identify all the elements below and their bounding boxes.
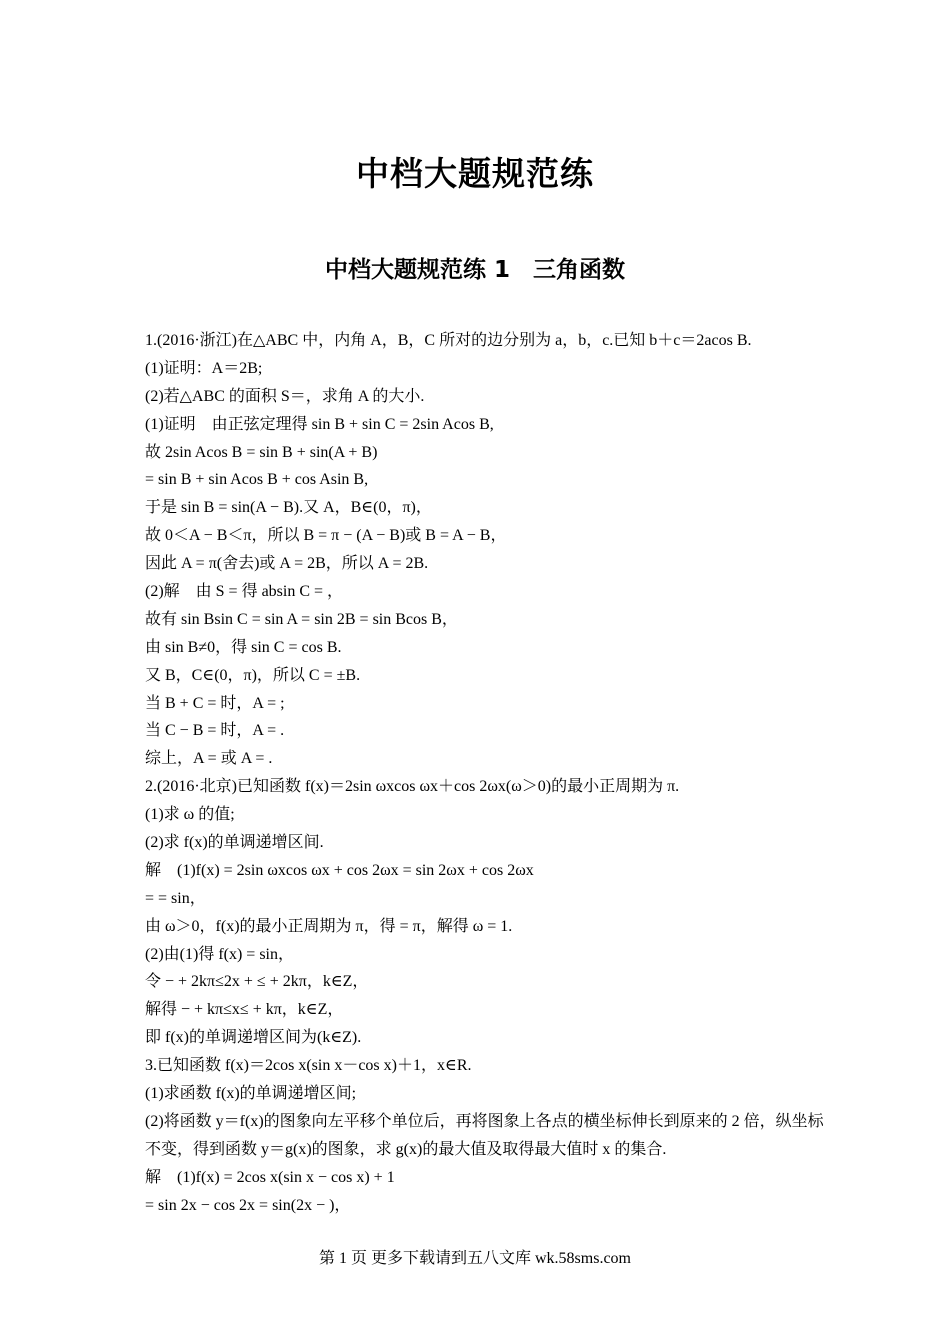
- text-line: (2)由(1)得 f(x) = sin，: [145, 945, 294, 963]
- page-footer: 第 1 页 更多下载请到五八文库 wk.58sms.com: [318, 1250, 631, 1267]
- main-title: 中档大题规范练: [356, 154, 594, 193]
- text-line: 故有 sin Bsin C = sin A = sin 2B = sin Bcos B，: [145, 610, 458, 628]
- text-line: 1.(2016·浙江)在△ABC 中，内角 A，B，C 所对的边分别为 a，b，c.已知 b＋c＝2acos B.: [145, 332, 752, 349]
- text-line: 于是 sin B = sin(A − B).又 A，B∈(0，π)，: [145, 499, 432, 517]
- text-line: = sin B + sin Acos B + cos Asin B,: [145, 471, 369, 489]
- text-line: = = sin，: [145, 889, 206, 907]
- text-line: = sin 2x − cos 2x = sin(2x − )，: [145, 1196, 351, 1214]
- text-line: 2.(2016·北京)已知函数 f(x)＝2sin ωxcos ωx＋cos 2ωx(ω＞0)的最小正周期为 π.: [145, 778, 680, 796]
- text-line: 解 (1)f(x) = 2sin ωxcos ωx + cos 2ωx = sin 2ωx + cos 2ωx: [145, 861, 534, 879]
- text-line: (2)解 由 S = 得 absin C = ，: [145, 583, 344, 601]
- text-line: 3.已知函数 f(x)＝2cos x(sin x－cos x)＋1，x∈R.: [145, 1057, 472, 1075]
- text-line: 又 B，C∈(0，π)，所以 C = ±B.: [145, 666, 361, 684]
- problem-content: [145, 327, 825, 1220]
- text-line: 解 (1)f(x) = 2cos x(sin x − cos x) + 1: [145, 1168, 395, 1186]
- text-line: 即 f(x)的单调递增区间为(k∈Z).: [145, 1029, 362, 1047]
- section-title: 中档大题规范练 1 三角函数: [324, 257, 625, 283]
- text-line: 当 C − B = 时，A = .: [145, 722, 285, 740]
- text-line: 令 − + 2kπ≤2x + ≤ + 2kπ，k∈Z，: [145, 973, 369, 991]
- text-line: (2)求 f(x)的单调递增区间.: [145, 834, 324, 852]
- text-line: 由 ω＞0，f(x)的最小正周期为 π，得 = π，解得 ω = 1.: [145, 917, 513, 935]
- text-line: (2)将函数 y＝f(x)的图象向左平移个单位后，再将图象上各点的横坐标伸长到原来的 2 倍，纵坐标不变，得到函数 y＝g(x)的图象，求 g(x)的最大值及取得最大值时 x 的集合.: [145, 1112, 824, 1158]
- text-line: 当 B + C = 时，A = ;: [145, 694, 285, 712]
- text-line: 综上，A = 或 A = .: [145, 750, 273, 768]
- text-line: (1)证明：A＝2B;: [145, 359, 263, 377]
- text-line: 故 2sin Acos B = sin B + sin(A + B): [145, 443, 378, 461]
- text-line: (1)证明 由正弦定理得 sin B + sin C = 2sin Acos B,: [145, 415, 494, 433]
- text-line: 由 sin B≠0，得 sin C = cos B.: [145, 638, 342, 656]
- text-line: (1)求函数 f(x)的单调递增区间;: [145, 1085, 357, 1103]
- text-line: 因此 A = π(舍去)或 A = 2B，所以 A = 2B.: [145, 555, 429, 573]
- text-line: (2)若△ABC 的面积 S＝，求角 A 的大小.: [145, 387, 425, 405]
- text-line: 故 0＜A − B＜π，所以 B = π − (A − B)或 B = A − B，: [145, 527, 507, 545]
- text-line: (1)求 ω 的值;: [145, 806, 235, 824]
- text-line: 解得 − + kπ≤x≤ + kπ，k∈Z，: [145, 1001, 344, 1019]
